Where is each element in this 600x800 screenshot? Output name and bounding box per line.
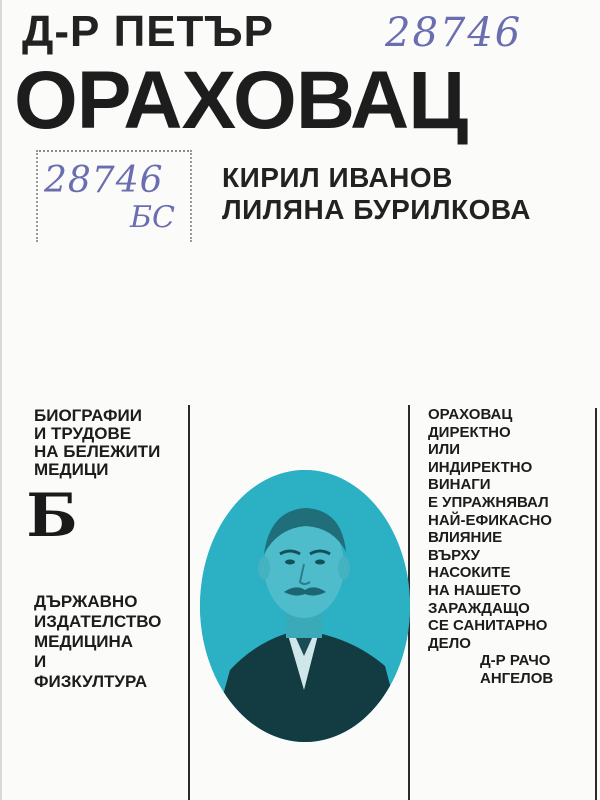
quote-signature-line: Д-Р РАЧО	[480, 652, 551, 670]
book-title: ОРАХОВАЦ	[14, 55, 468, 146]
quote-line: Е УПРАЖНЯВАЛ	[428, 493, 549, 511]
quote-line: ДЕЛО	[428, 634, 471, 652]
quote-line: СЕ САНИТАРНО	[428, 617, 548, 635]
stamp-number: 28746	[44, 160, 164, 201]
quote-line: НА НАШЕТО	[428, 581, 522, 599]
author-2: ЛИЛЯНА БУРИЛКОВА	[222, 194, 531, 225]
stamp-code: БС	[130, 200, 175, 235]
series-title	[34, 407, 184, 479]
quote-line: ОРАХОВАЦ	[428, 406, 513, 423]
quote-line: ЗАРАЖДАЩО	[428, 599, 530, 617]
publisher-line: ДЪРЖАВНО	[34, 592, 138, 611]
column-divider-right	[595, 408, 597, 800]
publisher-logo-icon: Б	[26, 481, 78, 551]
quote-line: НАСОКИТЕ	[428, 564, 511, 582]
quote-line: ВИНАГИ	[428, 476, 491, 494]
publisher-name	[34, 592, 184, 692]
author-1: КИРИЛ ИВАНОВ	[222, 162, 453, 193]
quote-line: ИЛИ	[428, 441, 461, 459]
publisher-line: ФИЗКУЛТУРА	[34, 672, 148, 691]
publisher-line: И	[34, 652, 47, 671]
quote-block	[428, 406, 593, 688]
handwritten-number: 28746	[385, 10, 523, 56]
series-line: И ТРУДОВЕ	[34, 424, 132, 443]
column-divider-left	[188, 405, 190, 800]
series-line: НА БЕЛЕЖИТИ	[34, 442, 161, 461]
quote-line: ИНДИРЕКТНО	[428, 458, 533, 476]
quote-line: ВЛИЯНИЕ	[428, 529, 503, 547]
series-line: БИОГРАФИИ	[34, 406, 142, 425]
portrait-photo	[200, 470, 410, 742]
publisher-line: МЕДИЦИНА	[34, 632, 134, 651]
quote-line: НАЙ-ЕФИКАСНО	[428, 511, 552, 529]
publisher-line: ИЗДАТЕЛСТВО	[34, 612, 162, 631]
portrait-illustration	[200, 470, 410, 742]
scan-edge	[0, 0, 2, 800]
quote-signature-line: АНГЕЛОВ	[480, 669, 554, 687]
quote-line: ВЪРХУ	[428, 546, 480, 564]
quote-line: ДИРЕКТНО	[428, 423, 511, 441]
title-prefix: Д-Р ПЕТЪР	[22, 7, 275, 56]
series-line: МЕДИЦИ	[34, 460, 109, 479]
